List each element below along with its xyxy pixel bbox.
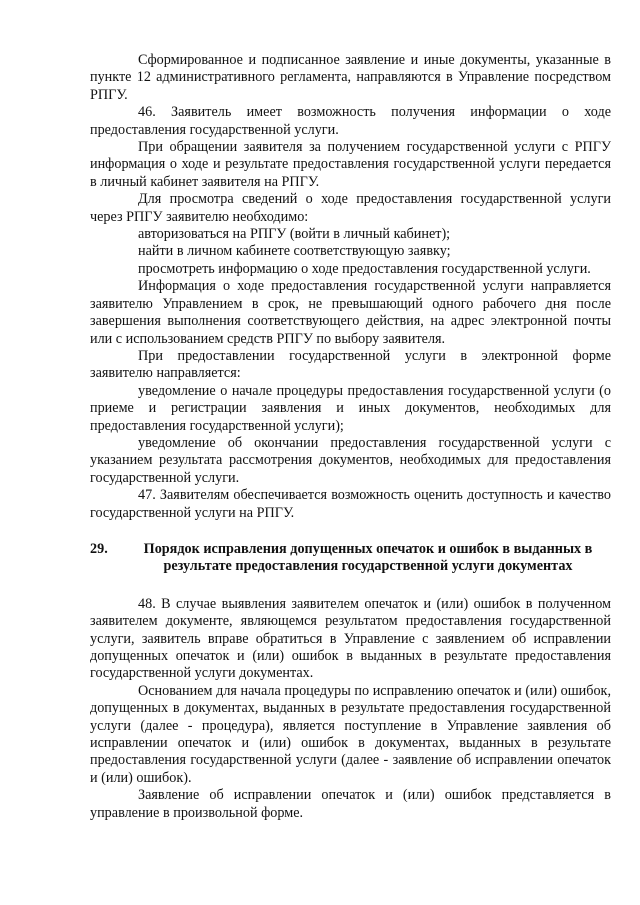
paragraph: При предоставлении государственной услуги в электронной форме заявителю направляется:: [90, 347, 611, 382]
list-item: уведомление об окончании предоставления государственной услуги с указанием результата рассмотрения документов, необходимых для предоставления государственной услуги.: [90, 434, 611, 486]
paragraph: Заявление об исправлении опечаток и (или) ошибок представляется в управление в произвольной форме.: [90, 787, 611, 821]
paragraph: Для просмотра сведений о ходе предоставления государственной услуги через РПГУ заявителю необходимо:: [90, 191, 611, 225]
section-title: Порядок исправления допущенных опечаток и ошибок в выданных в результате предоставления государственной услуги документах: [143, 540, 593, 575]
paragraph: 48. В случае выявления заявителем опечаток и (или) ошибок в полученном заявителем документе, являющемся результатом предоставления государственной услуги, заявитель вправе обратиться в Управление с заявлением об исправлении допущенных опечаток и (или) ошибок в выданных в результате предоставления государственной услуги документах.: [90, 595, 611, 682]
paragraph: Сформированное и подписанное заявление и иные документы, указанные в пункте 12 административного регламента, направляются в Управление посредством РПГУ.: [90, 52, 611, 103]
paragraph: Информация о ходе предоставления государственной услуги направляется заявителю Управлением в срок, не превышающий одного рабочего дня после завершения выполнения соответствующего действия, на адрес электронной почты или с использованием средств РПГУ по выбору заявителя.: [90, 278, 611, 347]
paragraph: Основанием для начала процедуры по исправлению опечаток и (или) ошибок, допущенных в документах, выданных в результате предоставления государственной услуги (далее - процедура), является поступление в Управление заявления об исправлении опечаток и (или) ошибок в документах, выданных в результате предоставления государственной услуги (далее - заявление об исправлении опечаток и (или) ошибок).: [90, 682, 611, 786]
section-heading: [90, 541, 611, 576]
paragraph: 47. Заявителям обеспечивается возможность оценить доступность и качество государственной услуги на РПГУ.: [90, 487, 611, 521]
paragraph: При обращении заявителя за получением государственной услуги с РПГУ информация о ходе и результате предоставления государственной услуги передается в личный кабинет заявителя на РПГУ.: [90, 139, 611, 190]
list-item: авторизоваться на РПГУ (войти в личный кабинет);: [138, 226, 451, 243]
document-page: [90, 52, 611, 822]
list-item: уведомление о начале процедуры предоставления государственной услуги (о приеме и регистрации заявления и иных документов, необходимых для предоставления государственной услуги);: [90, 382, 611, 434]
paragraph: 46. Заявитель имеет возможность получения информации о ходе предоставления государственной услуги.: [90, 104, 611, 138]
list-item: просмотреть информацию о ходе предоставления государственной услуги.: [138, 260, 591, 277]
section-number: 29.: [90, 540, 108, 557]
list-item: найти в личном кабинете соответствующую заявку;: [138, 243, 451, 260]
